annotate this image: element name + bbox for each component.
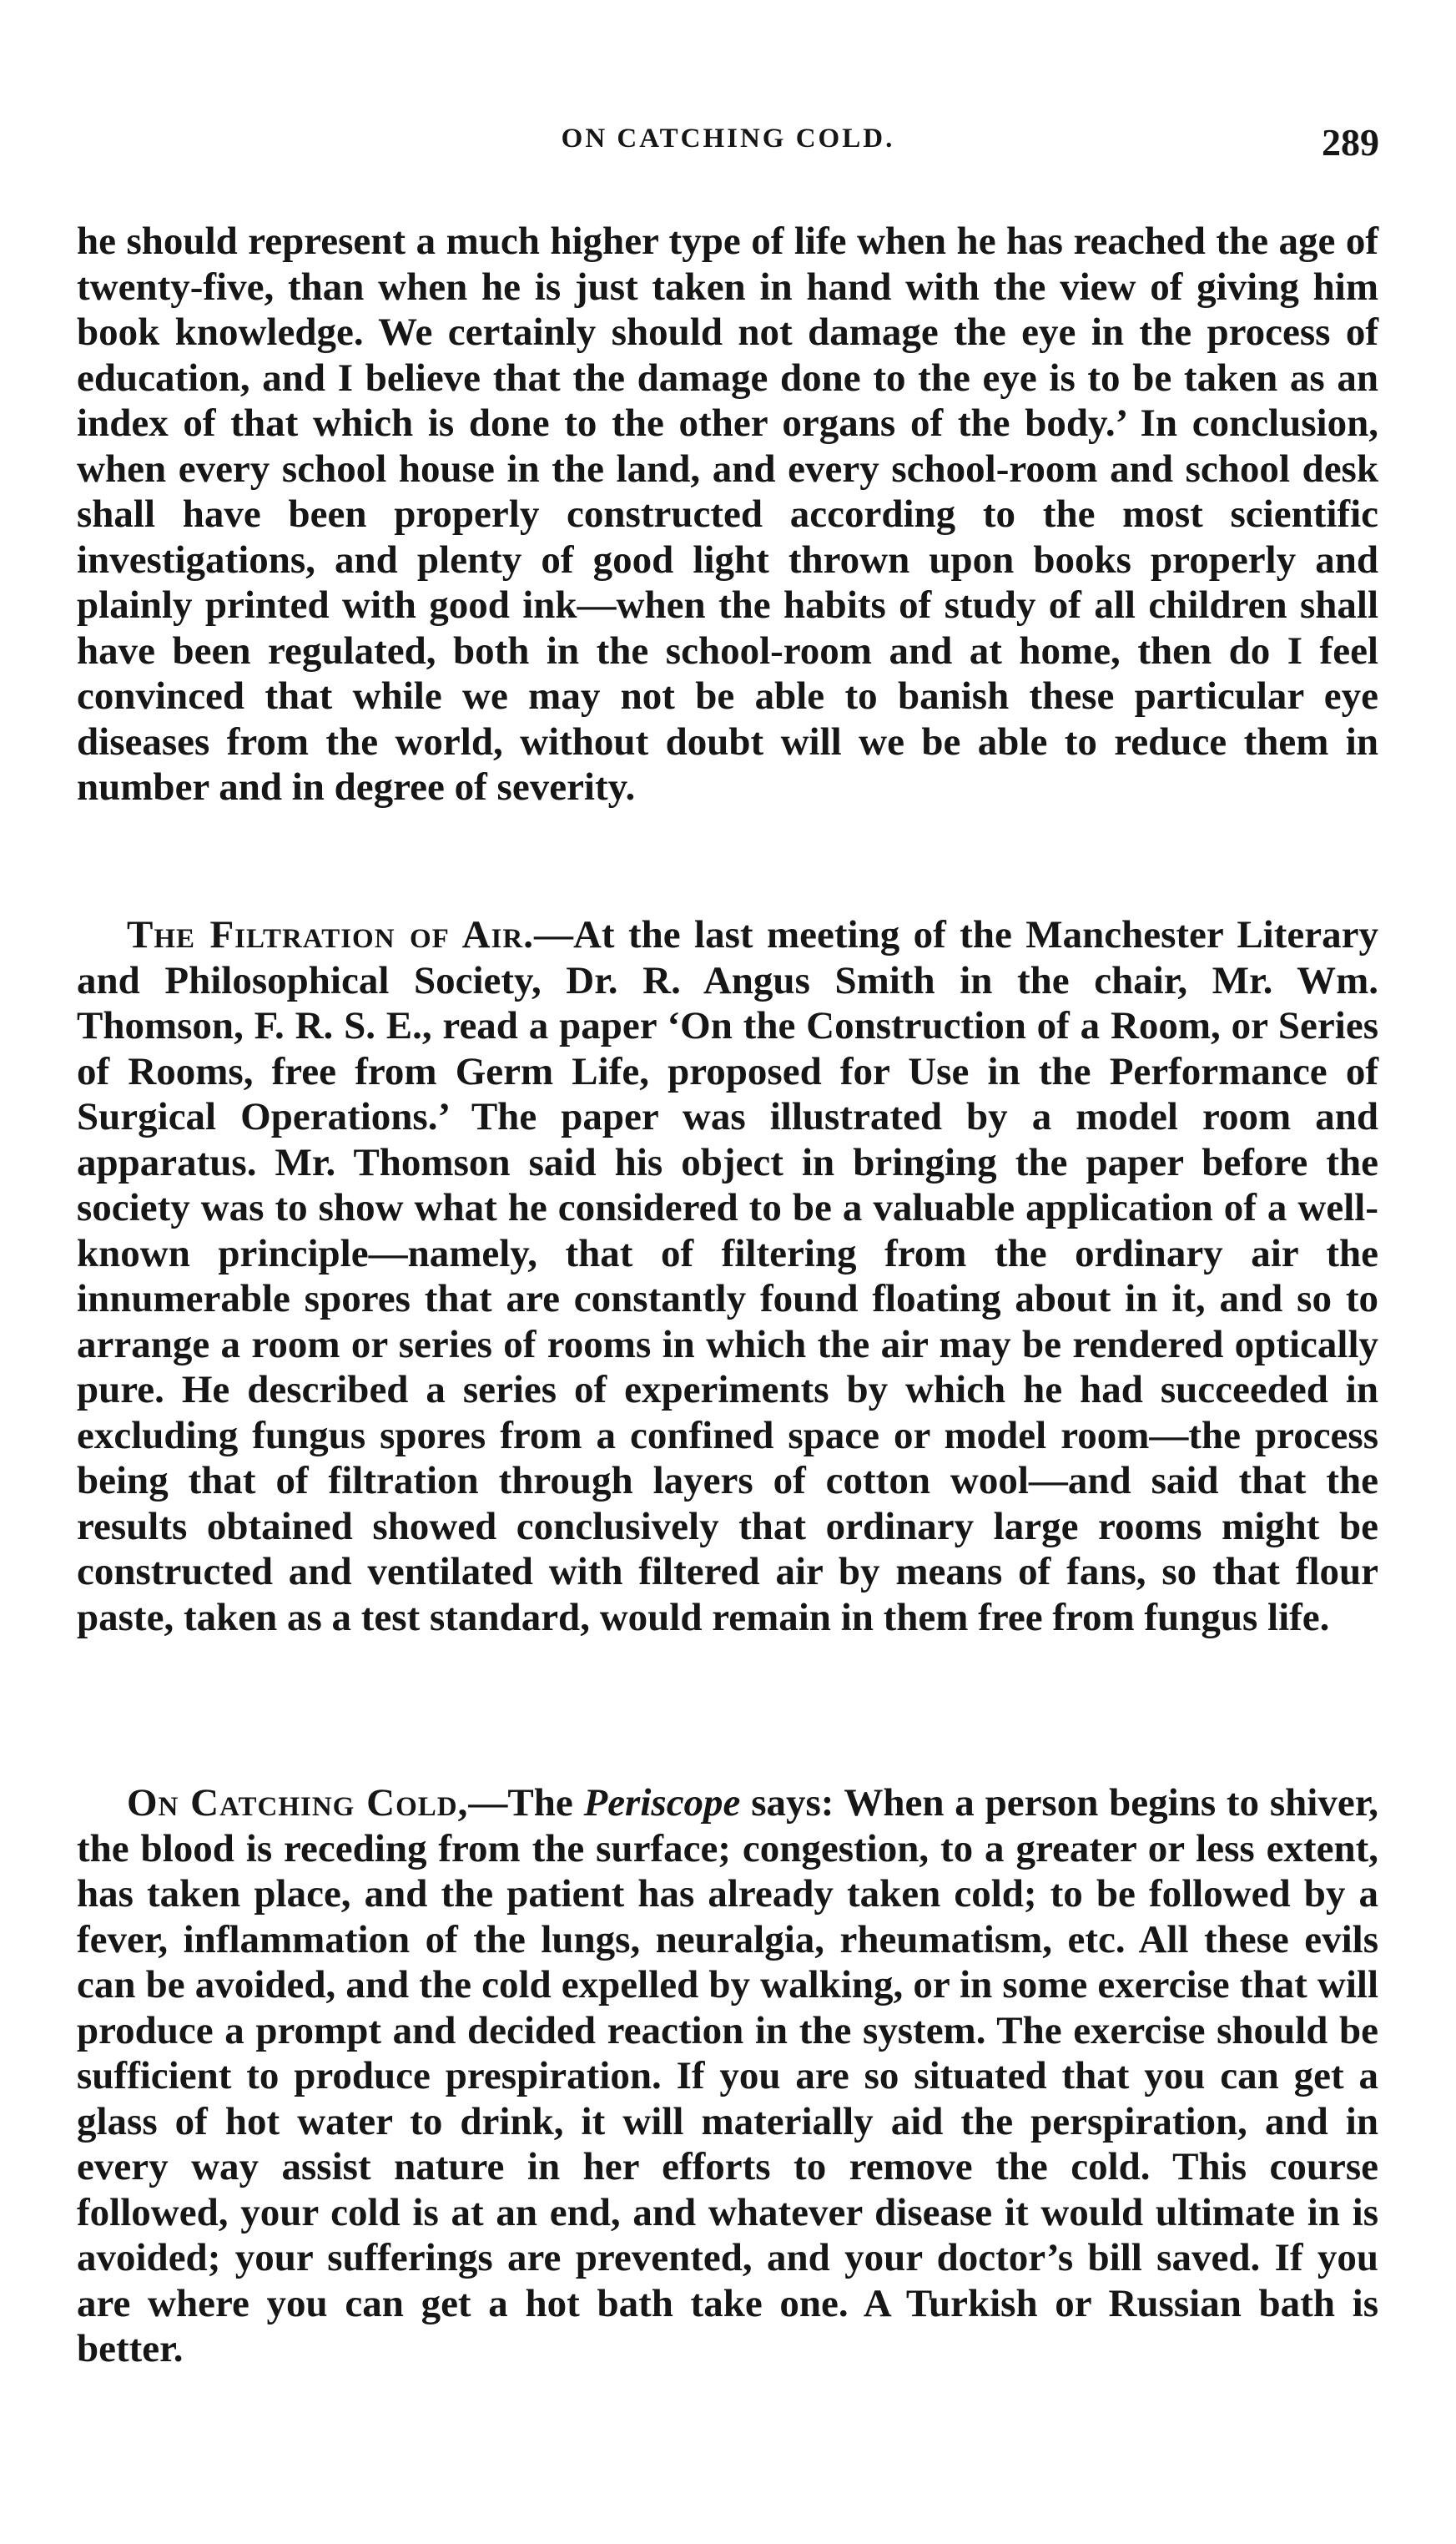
running-title: ON CATCHING COLD.: [561, 124, 895, 154]
paragraph-text: he should represent a much higher type of life when he has reached the age of twenty-five, than when he is just taken in hand with the view of giving him book knowledge. We certainly should not damage the eye in the process of education, and I believe that the damage done to the eye is to be taken as an index of that which is done to the other organs of the body.’ In conclusion, when every school house in the land, and every school-room and school desk shall have been properly constructed according to the most scientific investigations, and plenty of good light thrown upon books properly and plainly printed with good ink—when the habits of study of all children shall have been regulated, both in the school-room and at home, then do I feel convinced that while we may not be able to banish these particular eye diseases from the world, without doubt will we be able to reduce them in number and in degree of severity.: [77, 220, 1378, 809]
paragraph-catching-cold: [77, 1780, 1378, 2372]
running-head: [77, 121, 1379, 174]
paragraph-text: —At the last meeting of the Manchester Literary and Philosophical Society, Dr. R. Angus Smith in the chair, Mr. Wm. Thomson, F. R. S. E., read a paper ‘On the Construction of a Room, or Series of Rooms, free from Germ Life, proposed for Use in the Performance of Surgical Operations.’ The paper was illustrated by a model room and apparatus. Mr. Thomson said his object in bringing the paper before the society was to show what he considered to be a valuable application of a well-known principle—namely, that of filtering from the ordinary air the innumerable spores that are constantly found floating about in it, and so to arrange a room or series of rooms in which the air may be rendered optically pure. He described a series of experiments by which he had succeeded in excluding fungus spores from a confined space or model room—the process being that of filtration through layers of cotton wool—and said that the results obtained showed conclusively that ordinary large rooms might be constructed and ventilated with filtered air by means of fans, so that flour paste, taken as a test standard, would remain in them free from fungus life.: [77, 913, 1378, 1639]
paragraph-text-lead: —The: [468, 1781, 584, 1825]
paragraph-eye-diseases: [77, 219, 1378, 810]
page-number: 289: [1322, 121, 1379, 164]
paragraph-filtration-of-air: [77, 912, 1378, 1640]
journal-title: Periscope: [583, 1781, 741, 1825]
section-heading: The Filtration of Air.: [127, 913, 534, 957]
section-heading: On Catching Cold,: [127, 1781, 469, 1825]
paragraph-text: says: When a person begins to shiver, the blood is receding from the surface; congestion, to a greater or less extent, has taken place, and the patient has already taken cold; to be followed by a fever, inflammation of the lungs, neuralgia, rheumatism, etc. All these evils can be avoided, and the cold expelled by walking, or in some exercise that will produce a prompt and decided reaction in the system. The exercise should be sufficient to produce prespiration. If you are so situated that you can get a glass of hot water to drink, it will materially aid the perspiration, and in every way assist nature in her efforts to remove the cold. This course followed, your cold is at an end, and whatever disease it would ultimate in is avoided; your sufferings are prevented, and your doctor’s bill saved. If you are where you can get a hot bath take one. A Turkish or Russian bath is better.: [77, 1781, 1378, 2370]
